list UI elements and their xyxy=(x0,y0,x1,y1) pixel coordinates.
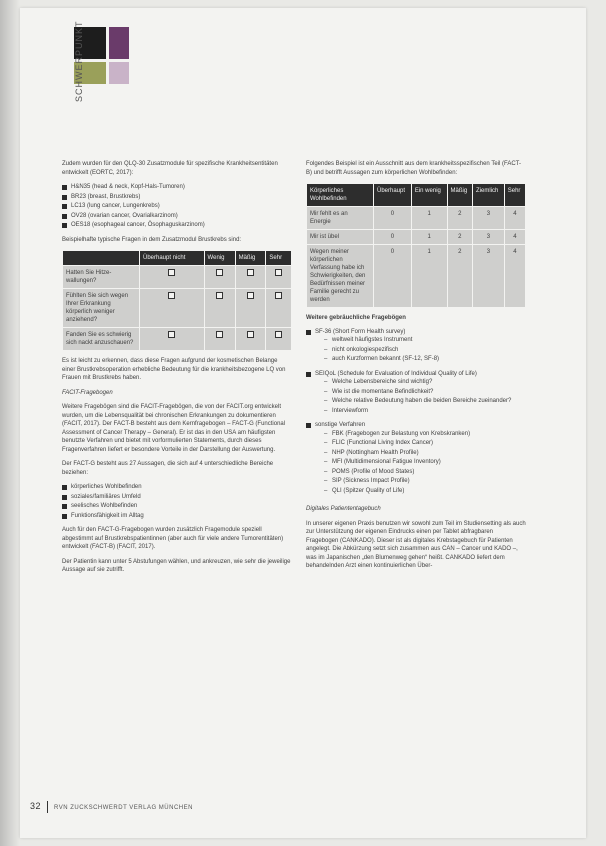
sub-list-item: – MFI (Multidimensional Fatigue Inventory) xyxy=(324,459,441,465)
question-cell: Fühlten Sie sich wegen Ihrer Erkrankung körperlich weniger anziehend? xyxy=(63,289,139,327)
publisher-name: RVN ZUCKSCHWERDT VERLAG MÜNCHEN xyxy=(54,805,193,811)
table-header-cell: Mäßig xyxy=(236,251,266,265)
example-intro: Beispielhafte typische Fragen in dem Zusatzmodul Brustkrebs sind: xyxy=(62,236,242,243)
paragraph: Weitere Fragebögen sind die FACIT-Fragebögen, die von der FACIT.org entwickelt wurden, um die Lebensqualität bei chronischen Erkrankungen zu dokumentieren (FACIT, 2017). Der FACT-B besteht aus dem Kernfragebogen – FACT-G (Functional Assessment of Cancer Therapy – General). Er ist das in den USA am häufigsten benutzte Verfahren und bietet mit vorformulierten Statements, durch dieses Fragenverfahren liefert er besondere Vorteile in der Darstellung der Auswertung. xyxy=(62,404,286,453)
table-row xyxy=(307,230,525,244)
table-header-cell: Ein wenig xyxy=(412,184,447,206)
fact-b-table xyxy=(306,183,526,308)
list-item: SF-36 (Short Form Health survey) – weltweit häufigstes Instrument – nicht onkologiespezifisch – auch Kurzformen bekannt (SF-12, SF-8) xyxy=(306,328,526,364)
list-item: sonstige Verfahren – FBK (Fragebogen zur Belastung von Krebskranken) – FLIC (Functional Living Index Cancer) – NHP (Nottingham Health Profile) – MFI (Multidimensional Fatigue Inventory) – POMS (Profile of Mood States) – SIP (Sickness Impact Profile) – QLI (Spitzer Quality of Life) xyxy=(306,421,526,495)
bullet-square-icon xyxy=(62,214,67,219)
sub-list-item: – nicht onkologiespezifisch xyxy=(324,346,399,353)
table-header-cell: Überhaupt xyxy=(374,184,411,206)
list-item: H&N35 (head & neck, Kopf-Hals-Tumoren) xyxy=(62,183,292,192)
bullet-square-icon xyxy=(62,185,67,190)
table-row xyxy=(63,328,291,350)
table-header-cell: Körperliches Wohlbefinden xyxy=(307,184,373,206)
fact-heading: FACIT-Fragebogen xyxy=(62,389,113,396)
score-cell[interactable]: 3 xyxy=(473,207,504,229)
list-item: seelisches Wohlbefinden xyxy=(62,502,292,511)
sub-list-item: – Wie ist die momentane Befindlichkeit? xyxy=(324,388,434,395)
bullet-square-icon xyxy=(62,485,67,490)
right-intro: Folgendes Beispiel ist ein Ausschnitt aus dem krankheitsspezifischen Teil (FACT-B) und betrifft Aussagen zum körperlichen Wohlbefinden: xyxy=(306,161,521,176)
page-footer xyxy=(30,801,193,813)
table-row xyxy=(63,266,291,288)
paragraph: Es ist leicht zu erkennen, dass diese Fragen aufgrund der kosmetischen Belange einer Brustkrebsoperation erhebliche Bedeutung für die krankheitsbezogene LQ von Frauen mit Brustkrebs haben. xyxy=(62,358,286,381)
table-header-cell: Wenig xyxy=(205,251,235,265)
bullet-square-icon xyxy=(306,330,311,335)
table-header-cell: Sehr xyxy=(266,251,291,265)
sub-list-item: – NHP (Nottingham Health Profile) xyxy=(324,449,419,456)
score-cell[interactable]: 3 xyxy=(473,245,504,307)
score-cell[interactable]: 1 xyxy=(412,230,447,244)
list-item: soziales/familiäres Umfeld xyxy=(62,493,292,502)
sub-list-item: – SIP (Sickness Impact Profile) xyxy=(324,478,410,484)
list-item: LC13 (lung cancer, Lungenkrebs) xyxy=(62,202,292,211)
sub-list-item: – QLI (Spitzer Quality of Life) xyxy=(324,487,405,494)
checkbox[interactable] xyxy=(168,292,175,299)
logo-square-light xyxy=(109,62,129,84)
score-cell[interactable]: 2 xyxy=(448,207,473,229)
list-item: BR23 (breast, Brustkrebs) xyxy=(62,193,292,202)
checkbox[interactable] xyxy=(216,331,223,338)
right-column xyxy=(306,160,526,577)
score-cell[interactable]: 4 xyxy=(505,245,525,307)
table-row xyxy=(307,207,525,229)
sub-list-item: – POMS (Profile of Mood States) xyxy=(324,468,415,475)
score-cell[interactable]: 0 xyxy=(374,207,411,229)
paragraph: In unserer eigenen Praxis benutzen wir sowohl zum Teil im Studiensetting als auch zur Unterstützung der eigenen Eindrucks einen per Tablet abfragbaren Fragebogen (CANKADO). Dieser ist als digitales Krebstagebuch für Patienten angelegt. Die Abkürzung setzt sich zusammen aus CAN – Cancer und KADO –, was im Japanischen „den Blumenweg gehen“ heißt. CANKADO liefert dem behandelnden Arzt einen kontinuierlichen Über- xyxy=(306,520,526,569)
checkbox[interactable] xyxy=(247,331,254,338)
bullet-square-icon xyxy=(62,223,67,228)
common-heading: Weitere gebräuchliche Fragebögen xyxy=(306,315,406,321)
checkbox[interactable] xyxy=(168,269,175,276)
checkbox[interactable] xyxy=(168,331,175,338)
footer-divider xyxy=(47,801,48,813)
sub-list xyxy=(315,336,526,364)
table-header-cell: Ziemlich xyxy=(473,184,504,206)
score-cell[interactable]: 4 xyxy=(505,207,525,229)
bullet-square-icon xyxy=(306,372,311,377)
sub-list-item: – weltweit häufigstes Instrument xyxy=(324,337,413,343)
score-cell[interactable]: 1 xyxy=(412,245,447,307)
statement-cell: Mir ist übel xyxy=(307,230,373,244)
bullet-square-icon xyxy=(62,195,67,200)
paragraph: Der FACT-G besteht aus 27 Aussagen, die sich auf 4 unterschiedliche Bereiche beziehen: xyxy=(62,461,274,476)
table-row xyxy=(307,245,525,307)
score-cell[interactable]: 3 xyxy=(473,230,504,244)
list-item: Funktionsfähigkeit im Alltag xyxy=(62,512,292,521)
sub-list xyxy=(315,378,526,415)
table-header-cell: Überhaupt nicht xyxy=(140,251,204,265)
logo-square-purple xyxy=(109,27,129,59)
bullet-square-icon xyxy=(62,204,67,209)
diary-heading: Digitales Patiententagebuch xyxy=(306,506,381,512)
page-number: 32 xyxy=(30,801,42,811)
score-cell[interactable]: 4 xyxy=(505,230,525,244)
checkbox[interactable] xyxy=(275,292,282,299)
section-logo xyxy=(52,22,132,112)
questionnaire-list xyxy=(306,328,526,496)
bullet-square-icon xyxy=(62,504,67,509)
sub-list-item: – FBK (Fragebogen zur Belastung von Krebskranken) xyxy=(324,430,471,437)
checkbox[interactable] xyxy=(216,292,223,299)
areas-list xyxy=(62,483,292,520)
checkbox[interactable] xyxy=(275,331,282,338)
sub-list-item: – FLIC (Functional Living Index Cancer) xyxy=(324,440,434,446)
checkbox[interactable] xyxy=(216,269,223,276)
checkbox[interactable] xyxy=(247,292,254,299)
table-row xyxy=(63,289,291,327)
checkbox[interactable] xyxy=(247,269,254,276)
bullet-square-icon xyxy=(62,495,67,500)
score-cell[interactable]: 2 xyxy=(448,230,473,244)
paragraph: Der Patientin kann unter 5 Abstufungen wählen, und ankreuzen, wie sehr die jeweilige Aussage auf sie zutrifft. xyxy=(62,558,291,573)
score-cell[interactable]: 2 xyxy=(448,245,473,307)
section-label: SCHWERPUNKT xyxy=(74,20,84,102)
checkbox[interactable] xyxy=(275,269,282,276)
table-header-cell: Mäßig xyxy=(448,184,473,206)
table-header-cell xyxy=(63,251,139,265)
list-item: OES18 (esophageal cancer, Ösophaguskarzinom) xyxy=(62,221,292,230)
list-item: körperliches Wohlbefinden xyxy=(62,483,292,492)
question-cell: Hatten Sie Hitze-wallungen? xyxy=(63,266,139,288)
score-cell[interactable]: 1 xyxy=(412,207,447,229)
statement-cell: Mir fehlt es an Energie xyxy=(307,207,373,229)
sub-list-item: – Welche relative Bedeutung haben die beiden Bereiche zueinander? xyxy=(324,398,512,404)
statement-cell: Wegen meiner körperlichen Verfassung habe ich Schwierigkeiten, den Bedürfnissen meiner Familie gerecht zu werden xyxy=(307,245,373,307)
question-cell: Fanden Sie es schwierig sich nackt anzuschauen? xyxy=(63,328,139,350)
paragraph: Auch für den FACT-G-Fragebogen wurden zusätzlich Fragemodule speziell abgestimmt auf Brustkrebspatientinnen (aber auch für viele andere Tumorentitäten) entwickelt (FACT-B) (FACIT, 2017). xyxy=(62,527,284,550)
list-item: OV28 (ovarian cancer, Ovarialkarzinom) xyxy=(62,212,292,221)
sub-list-item: – auch Kurzformen bekannt (SF-12, SF-8) xyxy=(324,356,440,362)
binding-shadow xyxy=(0,0,20,846)
list-item: SEIQoL (Schedule for Evaluation of Individual Quality of Life) – Welche Lebensbereiche sind wichtig? – Wie ist die momentane Befindlichkeit? – Welche relative Bedeutung haben die beiden Bereiche zueinander? – Interviewform xyxy=(306,370,526,416)
sub-list-item: – Interviewform xyxy=(324,407,369,414)
breast-module-table xyxy=(62,250,292,351)
score-cell[interactable]: 0 xyxy=(374,230,411,244)
sub-list xyxy=(315,430,526,496)
bullet-square-icon xyxy=(306,423,311,428)
left-intro: Zudem wurden für den QLQ-30 Zusatzmodule für spezifische Krankheitsentitäten entwickelt (EORTC, 2017): xyxy=(62,161,278,176)
bullet-square-icon xyxy=(62,514,67,519)
score-cell[interactable]: 0 xyxy=(374,245,411,307)
table-header-cell: Sehr xyxy=(505,184,525,206)
left-column xyxy=(62,160,292,581)
sub-list-item: – Welche Lebensbereiche sind wichtig? xyxy=(324,379,433,385)
module-list xyxy=(62,183,292,230)
